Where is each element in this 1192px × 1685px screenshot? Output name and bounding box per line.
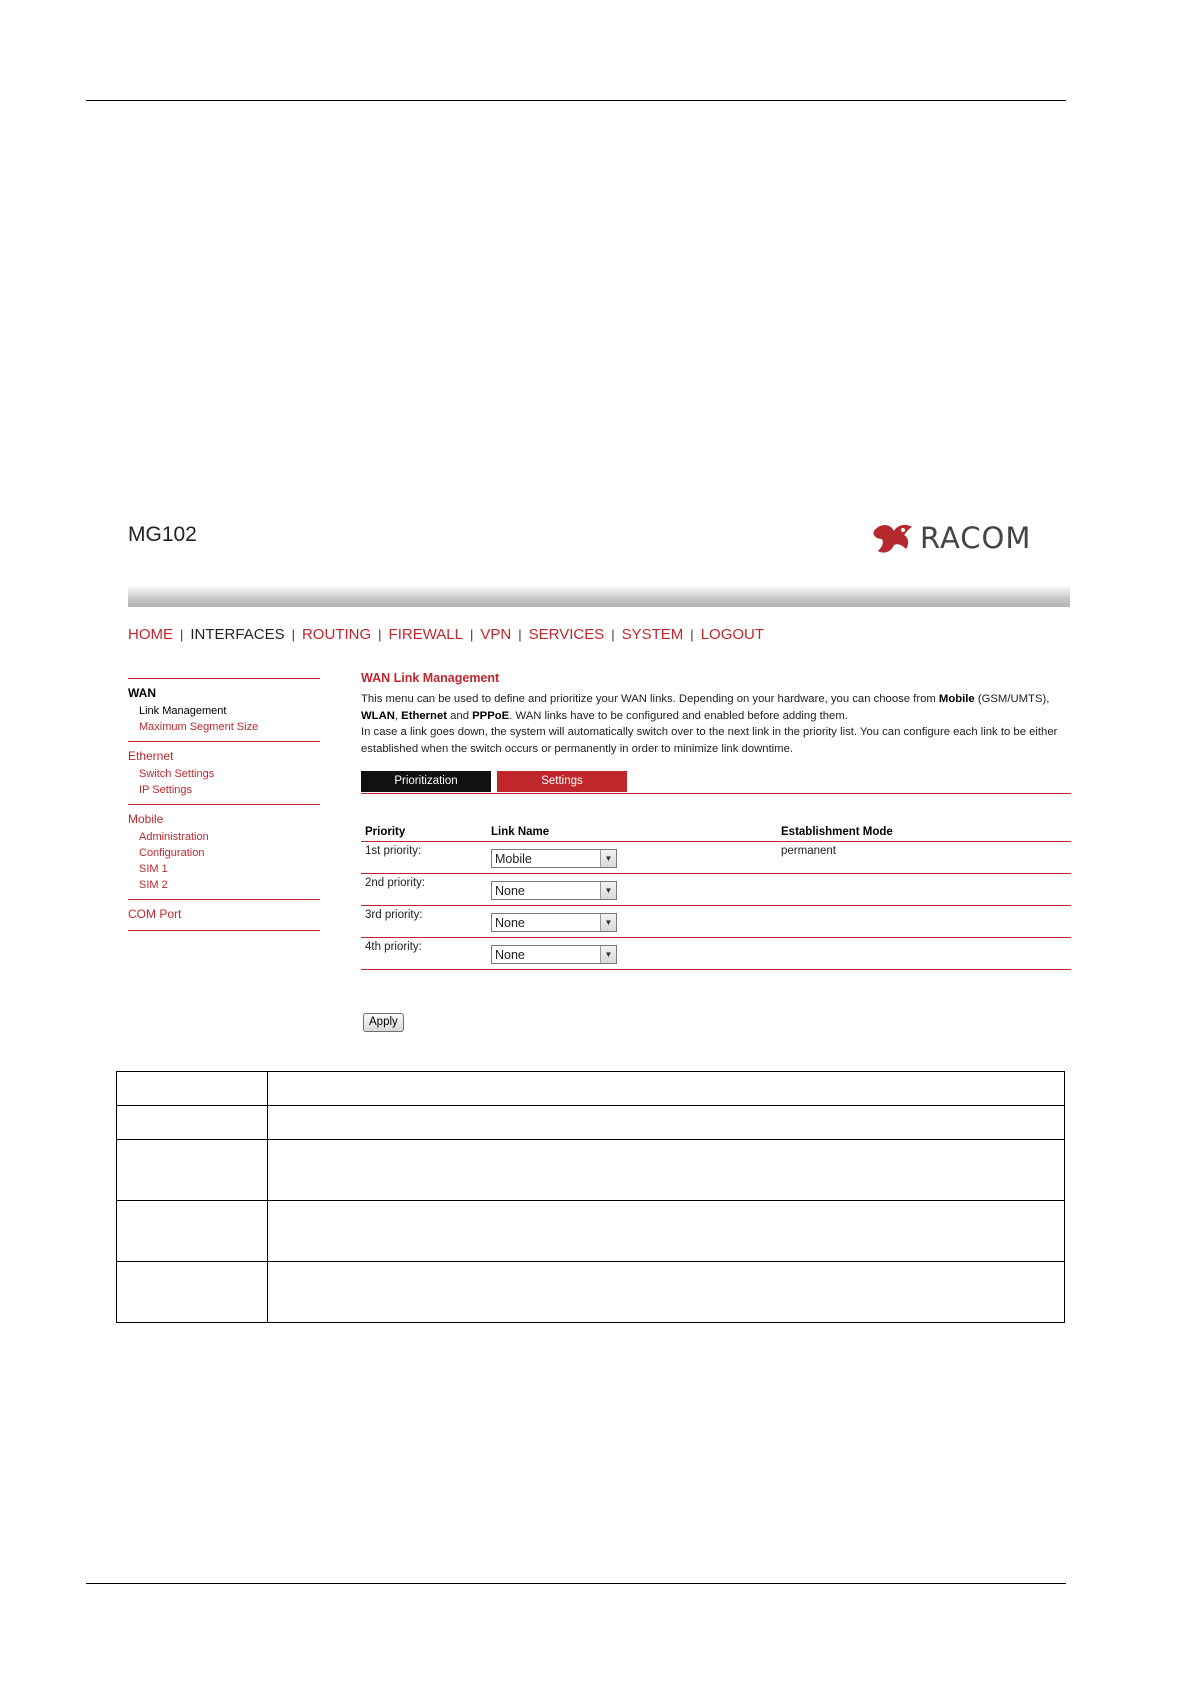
header-rule	[86, 100, 1066, 101]
nav-home[interactable]: HOME	[128, 626, 173, 643]
menu-item-administration[interactable]: Administration	[139, 831, 209, 843]
menu-head-wan[interactable]: WAN	[128, 686, 156, 700]
menu-item-maximum-segment-size[interactable]: Maximum Segment Size	[139, 721, 259, 733]
bird-logo-icon	[870, 521, 914, 555]
menu-head-mobile[interactable]: Mobile	[128, 812, 164, 826]
table-row	[361, 906, 1071, 938]
priority-label: 1st priority:	[361, 842, 487, 874]
header-link-name: Link Name	[487, 824, 777, 842]
nav-system[interactable]: SYSTEM	[621, 626, 684, 643]
main-content	[361, 671, 1071, 970]
mode-value	[777, 906, 1071, 938]
parameter-table	[116, 1071, 1065, 1323]
link-select-1[interactable]: Mobile ▼	[491, 849, 617, 868]
priority-label: 3rd priority:	[361, 906, 487, 938]
table-row	[361, 874, 1071, 906]
nav-firewall[interactable]: FIREWALL	[388, 626, 463, 643]
nav-services[interactable]: SERVICES	[528, 626, 605, 643]
menu-group-wan	[128, 678, 320, 741]
tab-settings[interactable]: Settings	[497, 771, 627, 792]
table-header-row	[361, 824, 1071, 842]
header-priority: Priority	[361, 824, 487, 842]
link-select-4[interactable]: None ▼	[491, 945, 617, 964]
menu-item-sim-2[interactable]: SIM 2	[139, 879, 168, 891]
table-row	[117, 1140, 1065, 1201]
product-name: MG102	[128, 523, 197, 546]
menu-item-link-management[interactable]: Link Management	[139, 705, 227, 717]
nav-vpn[interactable]: VPN	[480, 626, 512, 643]
table-row	[117, 1106, 1065, 1140]
logo-text: RACOM	[920, 521, 1032, 555]
menu-group-mobile	[128, 804, 320, 899]
page-title: WAN Link Management	[361, 671, 500, 685]
priority-table	[361, 824, 1071, 970]
table-row	[117, 1201, 1065, 1262]
router-screenshot	[126, 505, 1072, 1035]
footer-rule	[86, 1583, 1066, 1584]
racom-logo	[870, 521, 1031, 555]
chevron-down-icon: ▼	[600, 946, 616, 963]
priority-label: 2nd priority:	[361, 874, 487, 906]
menu-group-ethernet	[128, 741, 320, 804]
link-select-3[interactable]: None ▼	[491, 913, 617, 932]
tab-bar	[361, 771, 1071, 794]
menu-bottom-rule	[128, 930, 320, 931]
chevron-down-icon: ▼	[600, 850, 616, 867]
mode-value	[777, 874, 1071, 906]
left-menu	[128, 678, 320, 931]
menu-group-com	[128, 899, 320, 930]
nav-logout[interactable]: LOGOUT	[700, 626, 765, 643]
mode-value	[777, 938, 1071, 970]
table-row	[361, 938, 1071, 970]
priority-label: 4th priority:	[361, 938, 487, 970]
nav-interfaces[interactable]: INTERFACES	[190, 626, 285, 643]
tab-prioritization[interactable]: Prioritization	[361, 771, 491, 792]
table-row	[117, 1262, 1065, 1323]
menu-item-ip-settings[interactable]: IP Settings	[139, 784, 192, 796]
nav-routing[interactable]: ROUTING	[301, 626, 372, 643]
top-navigation: HOME | INTERFACES | ROUTING | FIREWALL | VPN | SERVICES | SYSTEM | LOGOUT	[128, 626, 765, 643]
header-bar	[128, 585, 1070, 607]
table-row	[117, 1072, 1065, 1106]
menu-item-sim-1[interactable]: SIM 1	[139, 863, 168, 875]
table-row	[361, 842, 1071, 874]
chevron-down-icon: ▼	[600, 914, 616, 931]
apply-button[interactable]: Apply	[363, 1013, 404, 1032]
menu-head-ethernet[interactable]: Ethernet	[128, 749, 174, 763]
link-select-2[interactable]: None ▼	[491, 881, 617, 900]
description: This menu can be used to define and prioritize your WAN links. Depending on your hardware, you can choose from Mobile (GSM/UMTS), WLAN, Ethernet and PPPoE. WAN links have to be configured and enabled before adding them. In case a link goes down, the system will automatically switch over to the next link in the priority list. You can configure each link to be either established when the switch occurs or permanently in order to minimize link downtime.	[361, 693, 1058, 755]
menu-item-switch-settings[interactable]: Switch Settings	[139, 768, 215, 780]
menu-head-com-port[interactable]: COM Port	[128, 907, 182, 921]
mode-value: permanent	[777, 842, 1071, 874]
menu-item-configuration[interactable]: Configuration	[139, 847, 205, 859]
header-establishment-mode: Establishment Mode	[777, 824, 1071, 842]
chevron-down-icon: ▼	[600, 882, 616, 899]
